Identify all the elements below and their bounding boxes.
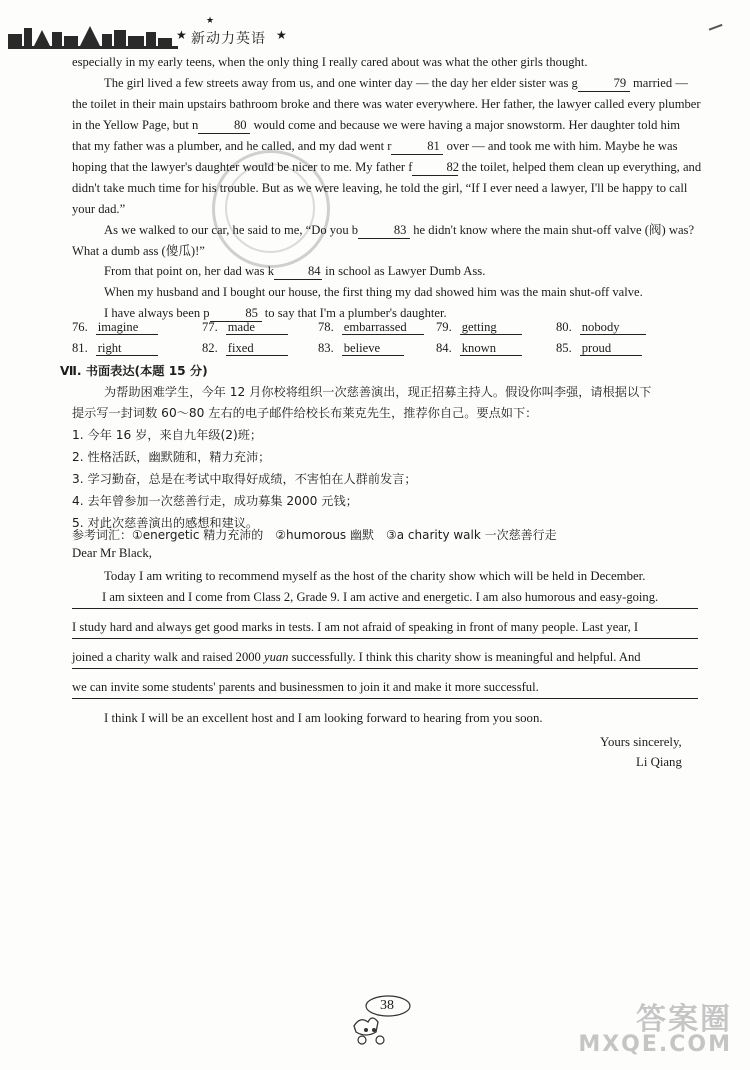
star-icon: ★ — [206, 16, 215, 26]
answer-item: 79. getting — [436, 318, 522, 336]
writing-prompt: 提示写一封词数 60～80 左右的电子邮件给校长布莱克先生，推荐你自己。要点如下： — [72, 406, 538, 420]
answer-item: 85. proud — [556, 339, 642, 357]
answer-item: 76. imagine — [72, 318, 158, 336]
passage-paragraph-2: As we walked to our car, he said to me, “Do you b 83 he didn't know where the main shut-off valve (阀) was? What a dumb ass (傻瓜)!” — [72, 223, 695, 258]
page-number: 38 — [380, 998, 394, 1013]
answer-item: 84. known — [436, 339, 522, 357]
star-icon: ★ — [276, 28, 287, 42]
answer-item: 83. believe — [318, 339, 404, 357]
answer-item: 80. nobody — [556, 318, 646, 336]
section-heading: Ⅶ. 书面表达(本题 15 分) — [60, 364, 208, 378]
handwritten-line: I am sixteen and I come from Class 2, Grade 9. I am active and energetic. I am also humorous and easy-going. — [72, 588, 698, 609]
blank-82: 82 — [412, 160, 458, 176]
requirement-item: 2. 性格活跃，幽默随和，精力充沛； — [72, 450, 271, 464]
blank-84: 84 — [274, 264, 322, 280]
passage-paragraph-3: From that point on, her dad was k 84 in school as Lawyer Dumb Ass. — [104, 264, 486, 278]
answer-item: 81. right — [72, 339, 158, 357]
letter-intro: Today I am writing to recommend myself as the host of the charity show which will be held in December. — [104, 569, 646, 583]
requirement-item: 3. 学习勤奋，总是在考试中取得好成绩，不害怕在人群前发言； — [72, 472, 417, 486]
header-title: 新动力英语 — [191, 31, 266, 47]
requirement-item: 5. 对此次慈善演出的感想和建议。 — [72, 516, 259, 530]
letter-closing: I think I will be an excellent host and I am looking forward to hearing from you soon. — [104, 711, 543, 725]
answer-item: 82. fixed — [202, 339, 288, 357]
vocabulary-hint: 参考词汇：①energetic 精力充沛的 ②humorous 幽默 ③a charity walk 一次慈善行走 — [72, 528, 557, 542]
blank-79: 79 — [578, 76, 630, 92]
page-header — [8, 18, 742, 52]
star-icon: ★ — [176, 28, 187, 42]
letter-signoff: Yours sincerely, — [600, 735, 682, 749]
requirement-item: 1. 今年 16 岁，来自九年级(2)班； — [72, 428, 263, 442]
passage-paragraph-4: When my husband and I bought our house, the first thing my dad showed him was the main shut-off valve. — [104, 285, 643, 299]
answer-item: 78. embarrassed — [318, 318, 424, 336]
blank-85: 85 — [210, 306, 262, 322]
blank-80: 80 — [198, 118, 250, 134]
blank-83: 83 — [358, 223, 410, 239]
requirement-item: 4. 去年曾参加一次慈善行走，成功募集 2000 元钱； — [72, 494, 358, 508]
handwritten-line: I study hard and always get good marks in tests. I am not afraid of speaking in front of many people. Last year, I — [72, 618, 698, 639]
letter-signature: Li Qiang — [636, 755, 682, 769]
blank-81: 81 — [391, 139, 443, 155]
city-skyline-logo-icon — [8, 20, 178, 50]
passage-paragraph-1: The girl lived a few streets away from us, and one winter day — the day her elder sister was g 79 married — the toilet in their main upstairs bathroom broke and there was water everywhere. Her father, the lawyer called every plumber in the Yellow Page, but n 80 would come and because we were having a major snowstorm. Her daughter told him that my father was a plumber, and he called, and my dad went r 81 over — and took me with him. Maybe he was hoping that the lawyer's daughter would be nicer to me. My father f 82 the toilet, helped them clean up everything, and didn't take much time for his trouble. But as we were leaving, he told the girl, “If I ever need a lawyer, I'll be happy to call your dad.” — [72, 76, 702, 216]
handwritten-line: we can invite some students' parents and businessmen to join it and make it more successful. — [72, 678, 698, 699]
writing-prompt: 为帮助困难学生，今年 12 月你校将组织一次慈善演出，现正招募主持人。假设你叫李强，请根据以下 — [104, 385, 652, 399]
letter-greeting: Dear Mr Black, — [72, 546, 152, 560]
passage-line: especially in my early teens, when the only thing I really cared about was what the other girls thought. — [72, 55, 588, 69]
handwritten-line: joined a charity walk and raised 2000 yuan successfully. I think this charity show is meaningful and helpful. And — [72, 648, 698, 669]
answer-item: 77. made — [202, 318, 288, 336]
passage-paragraph-5: I have always been p 85 to say that I'm a plumber's daughter. — [104, 306, 447, 320]
site-watermark: 答案圈 MXQE.COM — [578, 1002, 732, 1057]
scan-mark — [709, 24, 726, 38]
